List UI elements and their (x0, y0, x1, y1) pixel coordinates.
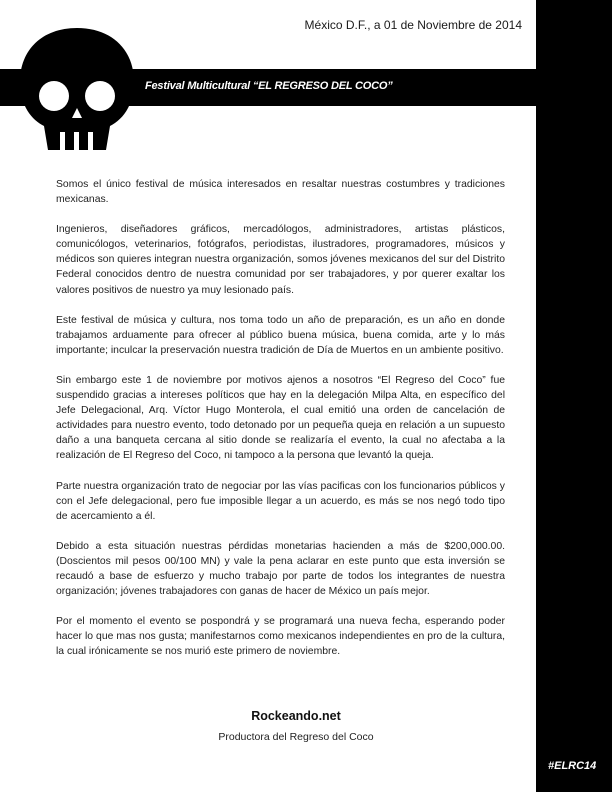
signature-role: Productora del Regreso del Coco (218, 731, 374, 743)
paragraph: Somos el único festival de música interesados en resaltar nuestras costumbres y tradiciones mexicanas. (56, 179, 505, 206)
banner-title: Festival Multicultural “EL REGRESO DEL COCO” (145, 80, 393, 92)
signature-name: Rockeando.net (251, 709, 341, 723)
right-sidebar-bar (536, 0, 612, 792)
paragraph: Debido a esta situación nuestras pérdidas monetarias hacienden a más de $200,000.00. (Doscientos mil pesos 00/100 MN) y vale la pena aclarar en este punto que esta inversión se recaudó a base de esfuerzo y mucho trabajo por parte de todos los integrantes de nuestra organización; jóvenes trabajadores con ganas de hacer de México un país mejor. (56, 540, 505, 598)
hashtag: #ELRC14 (548, 760, 597, 772)
letter-body (56, 177, 505, 659)
paragraph: Ingenieros, diseñadores gráficos, mercadólogos, administradores, artistas plásticos, comunicólogos, veterinarios, fotógrafos, periodistas, ilustradores, programadores, músicos y médicos son quieres integran nuestra organización, somos jóvenes mexicanos del sur del Distrito Federal conocidos dentro de nuestra comunidad por ser trabajadores, y por querer exaltar los valores positivos de nuestro ya muy lesionado país. (56, 224, 505, 296)
paragraph: Parte nuestra organización trato de negociar por las vías pacificas con los funcionarios públicos y con el Jefe delegacional, pero fue imposible llegar a un acuerdo, es más se nos negó todo tipo de acercamiento a él. (56, 480, 505, 522)
paragraph: Sin embargo este 1 de noviembre por motivos ajenos a nosotros “El Regreso del Coco” fue suspendido gracias a intereses políticos que hay en la delegación Milpa Alta, en específico del Jefe Delegacional, Arq. Víctor Hugo Monterola, el cual emitió una orden de cancelación de actividades para nuestro evento, todo detonado por un pequeña queja en relación a un supuesto daño a una banqueta cercana al sitio donde se realizaría el evento, la cual no afectaba a la realización de El Regreso del Coco, ni tampoco a la persona que levantó la queja. (56, 374, 505, 462)
skull-icon (18, 26, 136, 154)
document-date: México D.F., a 01 de Noviembre de 2014 (304, 18, 522, 32)
paragraph: Este festival de música y cultura, nos toma todo un año de preparación, es un año en donde trabajamos arduamente para ofrecer al público buena música, buena comida, arte y lo más importante; inculcar la preservación nuestra tradición de Día de Muertos en un ambiente positivo. (56, 314, 505, 356)
paragraph: Por el momento el evento se pospondrá y se programará una nueva fecha, esperando poder hacer lo que mas nos gusta; manifestarnos como mexicanos independientes en pro de la cultura, la cual irónicamente se nos murió este primero de noviembre. (56, 616, 505, 658)
